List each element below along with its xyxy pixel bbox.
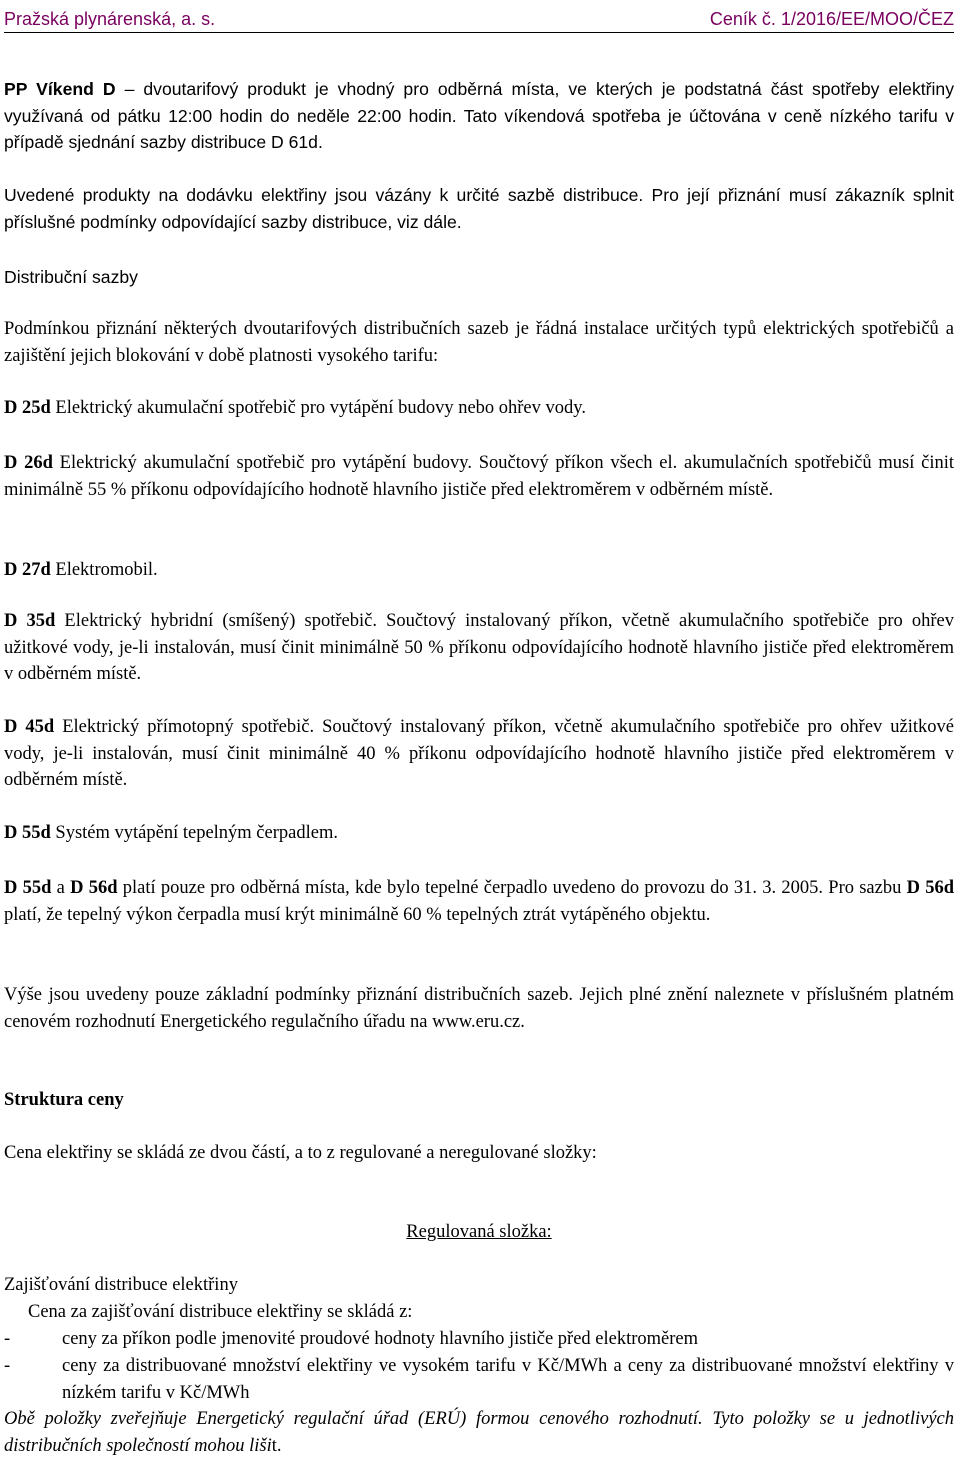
list-item	[4, 1326, 954, 1353]
list-dash: -	[4, 1329, 11, 1349]
rate-d55d	[4, 820, 954, 847]
pp-vikend-paragraph	[4, 76, 954, 156]
rate-d35d	[4, 608, 954, 688]
distribution-summary: Výše jsou uvedeny pouze základní podmínky přiznání distribučních sazeb. Jejich plné znění naleznete v příslušném platném cenovém rozhodnutí Energetického regulačního úřadu na www.eru.cz.	[4, 985, 954, 1032]
header-company: Pražská plynárenská, a. s.	[4, 9, 216, 29]
rate-code: D 55d	[4, 878, 52, 898]
list-dash: -	[4, 1356, 11, 1376]
pp-vikend-label: PP Víkend D	[4, 79, 116, 99]
rate-text: a	[51, 878, 71, 898]
rate-d25d	[4, 395, 954, 422]
rate-text: Systém vytápění tepelným čerpadlem.	[50, 823, 338, 843]
rate-code: D 55d	[4, 823, 51, 843]
distribution-title: Zajišťování distribuce elektřiny	[4, 1275, 238, 1295]
rate-code: D 27d	[4, 560, 51, 580]
rate-d45d	[4, 714, 954, 794]
rate-d27d	[4, 557, 954, 584]
list-item-text: ceny za příkon podle jmenovité proudové hodnoty hlavního jističe před elektroměrem	[62, 1329, 699, 1349]
rate-text: Elektromobil.	[50, 560, 158, 580]
regulated-component-heading-text: Regulovaná složka:	[406, 1222, 552, 1242]
rate-text: Elektrický hybridní (smíšený) spotřebič. Součtový instalovaný příkon, včetně akumulačního spotřebiče pro ohřev užitkové vody, je-li instalován, musí činit minimálně 50 % příkonu odpovídajícího hodnotě hlavního jističe před elektroměrem v odběrném místě.	[4, 611, 954, 684]
distribution-lead: Podmínkou přiznání některých dvoutarifových distribučních sazeb je řádná instalace určitých typů elektrických spotřebičů a zajištění jejich blokování v době platnosti vysokého tarifu:	[4, 319, 954, 366]
price-structure-heading-text: Struktura ceny	[4, 1090, 124, 1110]
note-text: Obě položky zveřejňuje Energetický regulační úřad (ERÚ) formou cenového rozhodnutí. Tyto položky se u jednotlivých distribučních společností mohou liši	[4, 1409, 954, 1456]
list-item-text: ceny za distribuované množství elektřiny ve vysokém tarifu v Kč/MWh a ceny za distribuované množství elektřiny v nízkém tarifu v Kč/MWh	[62, 1356, 954, 1403]
products-paragraph: Uvedené produkty na dodávku elektřiny jsou vázány k určité sazbě distribuce. Pro její přiznání musí zákazník splnit příslušné podmínky odpovídající sazby distribuce, viz dále.	[4, 185, 954, 232]
rate-code: D 56d	[70, 878, 118, 898]
distribution-price-lead: Cena za zajišťování distribuce elektřiny se skládá z:	[28, 1302, 413, 1322]
rate-text: Elektrický akumulační spotřebič pro vytápění budovy. Součtový příkon všech el. akumulačních spotřebičů musí činit minimálně 55 % příkonu odpovídajícího hodnotě hlavního jističe před elektroměrem v odběrném místě.	[4, 453, 954, 500]
price-structure-heading	[4, 1087, 954, 1114]
rate-text: Elektrický přímotopný spotřebič. Součtový instalovaný příkon, včetně akumulačního spotřebiče pro ohřev užitkové vody, je-li instalován, musí činit minimálně 40 % příkonu odpovídajícího hodnotě hlavního jističe před elektroměrem v odběrném místě.	[4, 717, 955, 790]
rate-text: Elektrický akumulační spotřebič pro vytápění budovy nebo ohřev vody.	[50, 398, 586, 418]
rate-d55d-d56d-conditions	[4, 875, 954, 928]
list-item	[4, 1353, 954, 1406]
rate-code: D 35d	[4, 611, 56, 631]
rate-code: D 25d	[4, 398, 51, 418]
note-end: t.	[271, 1435, 282, 1456]
rate-code: D 45d	[4, 717, 55, 737]
rate-d26d	[4, 450, 954, 503]
pp-vikend-text: – dvoutarifový produkt je vhodný pro odběrná místa, ve kterých je podstatná část spotřeby elektřiny využívaná od pátku 12:00 hodin do neděle 22:00 hodin. Tato víkendová spotřeba je účtována v ceně nízkého tarifu v případě sjednání sazby distribuce D 61d.	[4, 79, 954, 152]
rate-code: D 26d	[4, 453, 53, 473]
rate-code: D 56d	[906, 878, 955, 898]
rate-text: platí pouze pro odběrná místa, kde bylo tepelné čerpadlo uvedeno do provozu do 31. 3. 2005. Pro sazbu	[117, 878, 907, 898]
header-pricelist-id: Ceník č. 1/2016/EE/MOO/ČEZ	[709, 9, 954, 29]
distribution-heading: Distribuční sazby	[4, 267, 138, 287]
regulated-component-heading	[4, 1219, 954, 1246]
price-structure-lead: Cena elektřiny se skládá ze dvou částí, a to z regulované a neregulované složky:	[4, 1143, 597, 1163]
page-header	[4, 6, 954, 33]
erú-note	[4, 1406, 954, 1459]
rate-text: platí, že tepelný výkon čerpadla musí krýt minimálně 60 % tepelných ztrát vytápěného objektu.	[4, 904, 711, 925]
